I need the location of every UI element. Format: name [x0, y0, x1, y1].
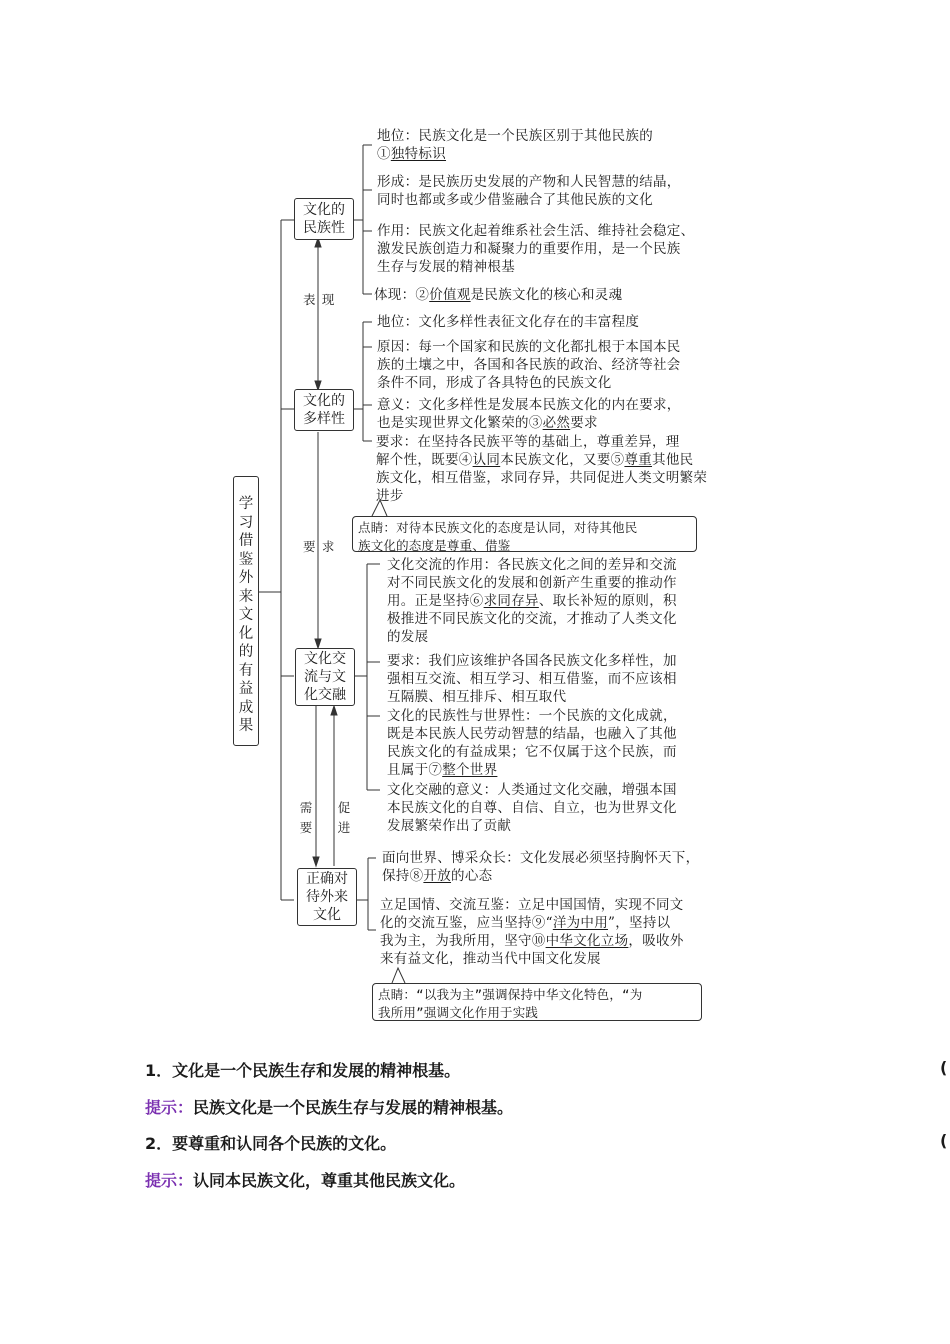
question-1-paren: (	[940, 1058, 948, 1077]
question-2	[145, 1131, 396, 1154]
diversity-status: 地位：文化多样性表征文化存在的丰富程度	[377, 314, 640, 330]
hint-text: 民族文化是一个民族生存与发展的精神根基。	[193, 1098, 514, 1117]
exchange-fusion: 文化交融的意义：人类通过文化交融，增强本国 本民族文化的自尊、自信、自立，也为世界文化 发展繁荣作出了贡献	[387, 782, 677, 834]
hint-1	[145, 1095, 513, 1118]
node-diversity: 文化的 多样性	[294, 389, 354, 431]
note-dianjing-1: 点睛：对待本民族文化的态度是认同，对待其他民 族文化的态度是尊重、借鉴	[352, 516, 697, 552]
ethnicity-role: 作用：民族文化起着维系社会生活、维持社会稳定、 激发民族创造力和凝聚力的重要作用，是一个民族 生存与发展的精神根基	[377, 223, 695, 275]
question-text: 文化是一个民族生存和发展的精神根基。	[172, 1061, 461, 1080]
attitude-face-world: 面向世界、博采众长：文化发展必须坚持胸怀天下， 保持⑧开放的心态	[382, 850, 700, 884]
node-exchange: 文化交 流与文 化交融	[295, 648, 355, 706]
exchange-role: 文化交流的作用：各民族文化之间的差异和交流 对不同民族文化的发展和创新产生重要的推动作 用。正是坚持⑥求同存异、取长补短的原则，积 极推进不同民族文化的交流，才推动了人类文化 的发展	[387, 557, 677, 645]
hint-2	[145, 1168, 465, 1191]
node-attitude: 正确对 待外来 文化	[297, 868, 357, 926]
exchange-requirement: 要求：我们应该维护各国各民族文化多样性，加 强相互交流、相互学习、相互借鉴，而不应该相 互隔膜、相互排斥、相互取代	[387, 653, 677, 705]
hint-label: 提示：	[145, 1171, 194, 1190]
label-biaoxian: 表 现	[303, 292, 335, 307]
question-2-paren: (	[940, 1131, 948, 1150]
ethnicity-formation: 形成：是民族历史发展的产物和人民智慧的结晶， 同时也都或多或少借鉴融合了其他民族的文化	[377, 174, 681, 208]
diversity-requirement: 要求：在坚持各民族平等的基础上，尊重差异，理 解个性，既要④认同本民族文化，又要⑤尊重其他民 族文化，相互借鉴，求同存异，共同促进人类文明繁荣 进步	[376, 434, 708, 504]
attitude-base-country: 立足国情、交流互鉴：立足中国国情，实现不同文 化的交流互鉴，应当坚持⑨“洋为中用”，坚持以 我为主，为我所用，坚守⑩中华文化立场，吸收外 来有益文化，推动当代中国文化发展	[380, 897, 684, 967]
label-xuyao: 需 要	[299, 800, 313, 835]
diversity-reason: 原因：每一个国家和民族的文化都扎根于本国本民 族的土壤之中，各国和各民族的政治、经济等社会 条件不同，形成了各具特色的民族文化	[377, 339, 681, 391]
diversity-meaning: 意义：文化多样性是发展本民族文化的内在要求， 也是实现世界文化繁荣的③必然要求	[377, 397, 681, 431]
exchange-ethnic-world: 文化的民族性与世界性：一个民族的文化成就， 既是本民族人民劳动智慧的结晶，也融入了其他 民族文化的有益成果；它不仅属于这个民族，而 且属于⑦整个世界	[387, 708, 677, 778]
label-yaoqiu: 要 求	[303, 539, 335, 554]
hint-label: 提示：	[145, 1098, 194, 1117]
root-node: 学 习 借 鉴 外 来 文 化 的 有 益 成 果	[233, 476, 259, 746]
label-cujin: 促 进	[337, 800, 351, 835]
ethnicity-status: 地位：民族文化是一个民族区别于其他民族的 ①独特标识	[377, 128, 653, 162]
node-ethnicity: 文化的 民族性	[294, 198, 354, 240]
hint-text: 认同本民族文化，尊重其他民族文化。	[193, 1171, 466, 1190]
question-text: 要尊重和认同各个民族的文化。	[172, 1134, 397, 1153]
note-dianjing-2: 点睛：“以我为主”强调保持中华文化特色，“为 我所用”强调文化作用于实践	[372, 983, 702, 1021]
question-number: 1．	[145, 1061, 173, 1080]
question-1	[145, 1058, 460, 1081]
question-number: 2．	[145, 1134, 173, 1153]
ethnicity-embody: 体现：②价值观是民族文化的核心和灵魂	[374, 287, 623, 303]
